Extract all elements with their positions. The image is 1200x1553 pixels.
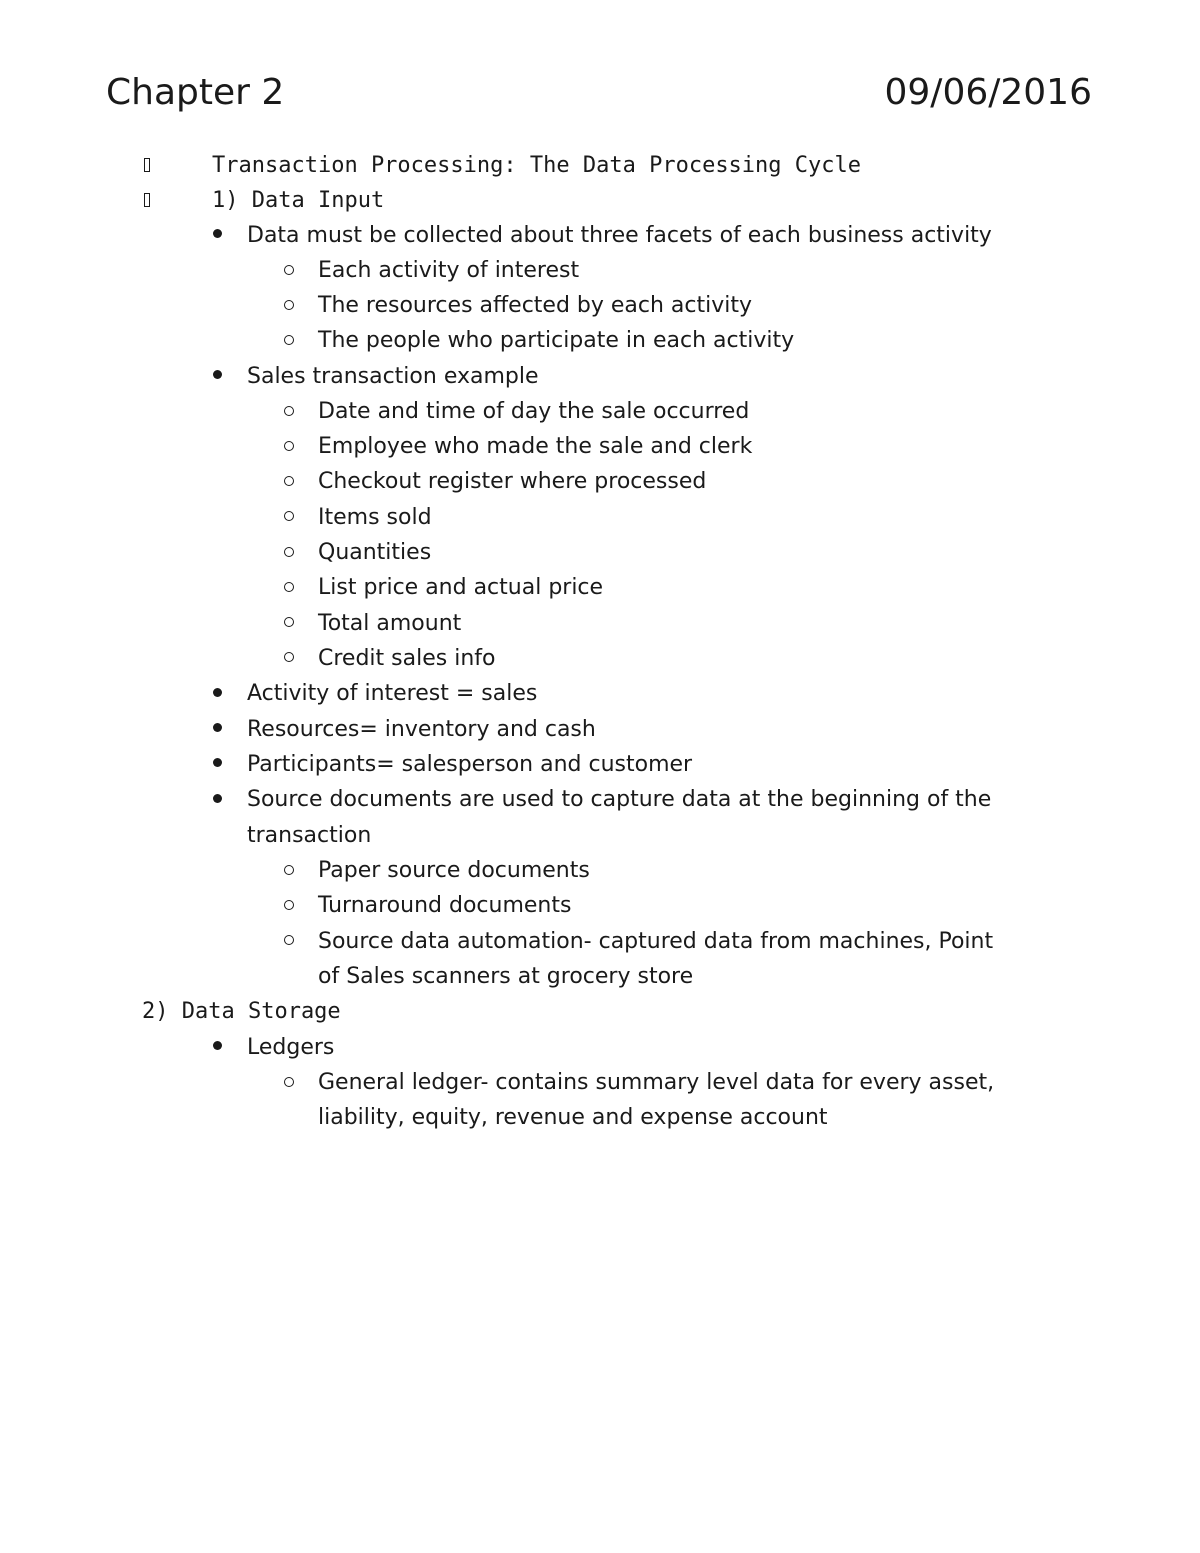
bullet-dot-icon: [213, 1041, 222, 1050]
page-title: Chapter 2: [106, 72, 285, 113]
list-item: The people who participate in each activity: [318, 328, 795, 353]
bullet-dot-icon: [213, 370, 222, 379]
bullet-circle-icon: [284, 865, 294, 875]
list-item: Items sold: [318, 505, 432, 530]
list-item: Checkout register where processed: [318, 469, 707, 494]
list-item-continuation: liability, equity, revenue and expense account: [318, 1105, 828, 1130]
bullet-dot-icon: [213, 794, 222, 803]
bullet-circle-icon: [284, 511, 294, 521]
list-item: Source data automation- captured data from machines, Point: [318, 929, 994, 954]
page-date: 09/06/2016: [884, 72, 1092, 113]
list-item: Source documents are used to capture data at the beginning of the: [247, 787, 992, 812]
list-item-continuation: of Sales scanners at grocery store: [318, 964, 694, 989]
list-item: List price and actual price: [318, 575, 604, 600]
bullet-circle-icon: [284, 1077, 294, 1087]
bullet-circle-icon: [284, 476, 294, 486]
list-item: Employee who made the sale and clerk: [318, 434, 753, 459]
list-item: Date and time of day the sale occurred: [318, 399, 750, 424]
bullet-circle-icon: [284, 582, 294, 592]
list-item: Each activity of interest: [318, 258, 580, 283]
list-item: Resources= inventory and cash: [247, 717, 596, 742]
box-bullet-icon: [144, 193, 150, 207]
section-heading: Transaction Processing: The Data Processing Cycle: [212, 153, 862, 178]
bullet-circle-icon: [284, 935, 294, 945]
list-item: Sales transaction example: [247, 364, 539, 389]
list-item: Ledgers: [247, 1035, 335, 1060]
list-item: The resources affected by each activity: [318, 293, 753, 318]
bullet-circle-icon: [284, 265, 294, 275]
section-heading: 1) Data Input: [212, 188, 385, 213]
list-item: Data must be collected about three facets of each business activity: [247, 223, 992, 248]
list-item-continuation: transaction: [247, 823, 372, 848]
list-item: Paper source documents: [318, 858, 590, 883]
section-heading: 2) Data Storage: [142, 999, 341, 1024]
list-item: Quantities: [318, 540, 432, 565]
box-bullet-icon: [144, 158, 150, 172]
bullet-dot-icon: [213, 723, 222, 732]
bullet-circle-icon: [284, 300, 294, 310]
bullet-circle-icon: [284, 335, 294, 345]
list-item: Activity of interest = sales: [247, 681, 538, 706]
bullet-dot-icon: [213, 229, 222, 238]
bullet-circle-icon: [284, 441, 294, 451]
list-item: Credit sales info: [318, 646, 496, 671]
bullet-circle-icon: [284, 652, 294, 662]
list-item: Total amount: [318, 611, 462, 636]
list-item: Turnaround documents: [318, 893, 572, 918]
bullet-circle-icon: [284, 406, 294, 416]
bullet-dot-icon: [213, 688, 222, 697]
list-item: Participants= salesperson and customer: [247, 752, 693, 777]
bullet-dot-icon: [213, 758, 222, 767]
bullet-circle-icon: [284, 547, 294, 557]
bullet-circle-icon: [284, 900, 294, 910]
bullet-circle-icon: [284, 617, 294, 627]
list-item: General ledger- contains summary level data for every asset,: [318, 1070, 995, 1095]
